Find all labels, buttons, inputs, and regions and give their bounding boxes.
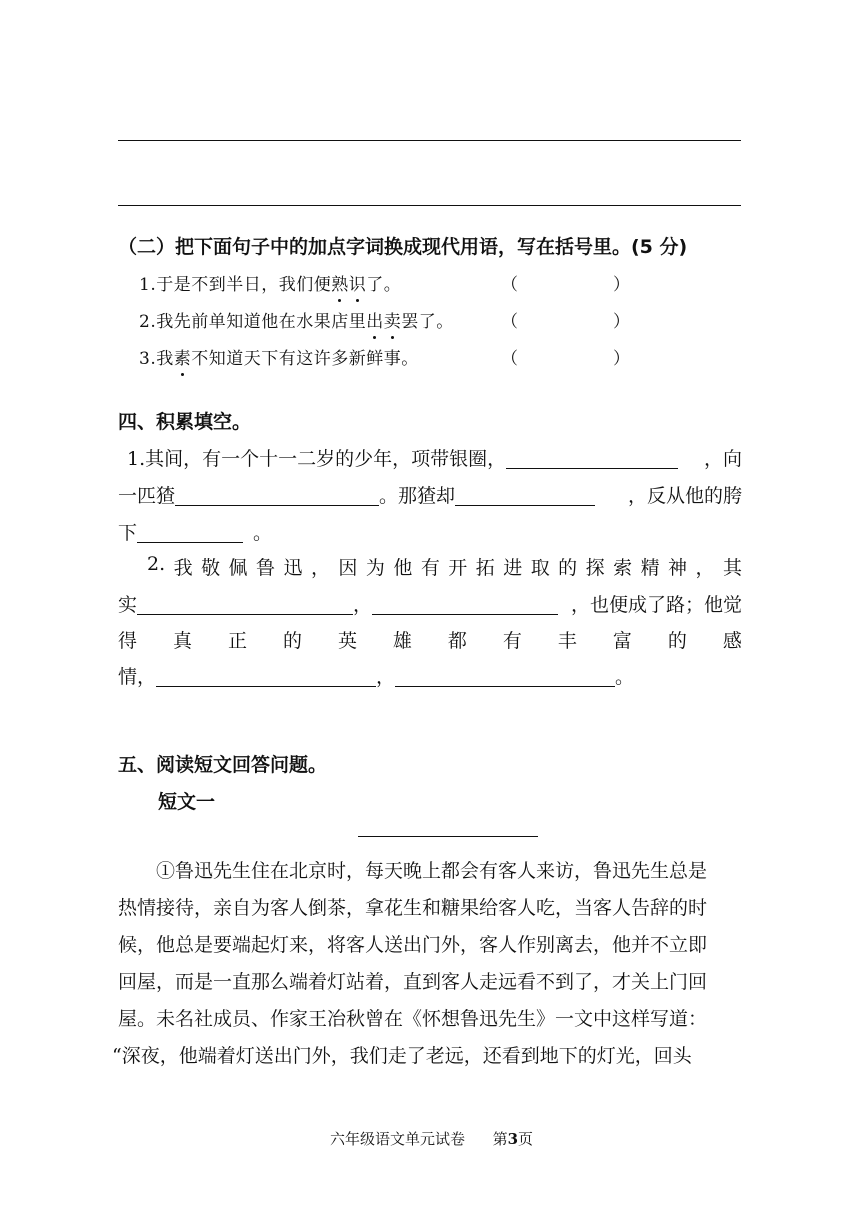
fill-blank[interactable] [372,596,558,615]
spaced-char: 因 [338,557,358,579]
answer-line-1 [118,140,741,141]
page-number: 3 [507,1130,519,1148]
spaced-char: 感 [722,630,742,652]
spaced-char: ， [695,557,715,579]
spaced-char: 佩 [228,557,248,579]
footer-title: 六年级语文单元试卷 [330,1130,466,1148]
passage-line: ①鲁迅先生住在北京时，每天晚上都会有客人来访，鲁迅先生总是 [156,860,708,882]
spaced-char: 索 [613,557,633,579]
spaced-char: 开 [448,557,468,579]
spaced-char: 正 [227,630,247,652]
fill-blank[interactable] [137,524,243,543]
spaced-char: 2. [147,553,166,575]
spaced-char: 英 [337,630,357,652]
paren-close-2: ） [613,312,630,332]
spaced-char: 鲁 [256,557,276,579]
passage-line: 回屋，而是一直那么端着灯站着，直到客人走远看不到了，才关上门回 [118,971,708,993]
fill-item-1-line3: 下 。 [118,522,273,544]
question-2: 2.我先前单知道他在水果店里出卖罢了。 [139,312,454,332]
paren-close-1: ） [613,275,630,295]
spaced-char: 为 [365,557,385,579]
section-five-title: 五、阅读短文回答问题。 [118,754,328,776]
fill-item-1-line1: 1.其间，有一个十一二岁的少年，项带银圈， ，向 [127,448,742,470]
paren-close-3: ） [613,349,630,369]
spaced-char: 的 [667,630,687,652]
spaced-char: 有 [502,630,522,652]
spaced-char: 精 [640,557,660,579]
spaced-char: 敬 [201,557,221,579]
spaced-char: 拓 [475,557,495,579]
spaced-char: 其 [722,557,742,579]
paren-open-1: （ [501,275,518,295]
fill-blank[interactable] [137,596,353,615]
spaced-char: 雄 [392,630,412,652]
section-two-title: （二）把下面句子中的加点字词换成现代用语，写在括号里。(5 分) [118,236,688,258]
spaced-char: 迅 [283,557,303,579]
spaced-char: 的 [558,557,578,579]
spaced-char: 他 [393,557,413,579]
passage-line: 屋。未名社成员、作家王冶秋曾在《怀想鲁迅先生》一文中这样写道： [118,1008,708,1030]
fill-item-2-line2: 实 ， ，也便成了路；他觉 [118,594,742,616]
spaced-char: 真 [172,630,192,652]
fill-blank[interactable] [175,487,379,506]
passage-line: 热情接待，亲自为客人倒茶，拿花生和糖果给客人吃，当客人告辞的时 [118,897,708,919]
fill-blank[interactable] [506,450,678,469]
spaced-char: 有 [420,557,440,579]
fill-item-2-line4: 情， ， 。 [118,666,635,688]
fill-blank[interactable] [455,487,595,506]
question-1: 1.于是不到半日，我们便熟识了。 [139,275,402,295]
paren-open-3: （ [501,349,518,369]
passage-title-blank [358,836,538,837]
spaced-char: 取 [530,557,550,579]
fill-blank[interactable] [395,668,615,687]
spaced-char: ， [310,557,330,579]
page-footer: 六年级语文单元试卷 第3页 [330,1130,534,1148]
fill-item-2-line3 [118,626,742,653]
spaced-char: 得 [118,630,138,652]
fill-item-1-line2: 一匹猹 。那猹却 ，反从他的胯 [118,485,742,507]
section-four-title: 四、积累填空。 [118,411,252,433]
passage-line: 候，他总是要端起灯来，将客人送出门外，客人作别离去，他并不立即 [118,934,708,956]
paren-open-2: （ [501,312,518,332]
answer-line-2 [118,205,741,206]
spaced-char: 探 [585,557,605,579]
question-3: 3.我素不知道天下有这许多新鲜事。 [139,349,419,369]
passage-body [112,853,742,1075]
spaced-char: 我 [173,557,193,579]
spaced-char: 富 [612,630,632,652]
fill-blank[interactable] [156,668,376,687]
passage-line: “深夜，他端着灯送出门外，我们走了老远，还看到地下的灯光，回头 [112,1045,692,1067]
spaced-char: 神 [668,557,688,579]
fill-item-2-line1 [147,553,742,580]
spaced-char: 进 [503,557,523,579]
spaced-char: 丰 [557,630,577,652]
spaced-char: 的 [282,630,302,652]
spaced-char: 都 [447,630,467,652]
passage-subtitle: 短文一 [158,791,216,813]
